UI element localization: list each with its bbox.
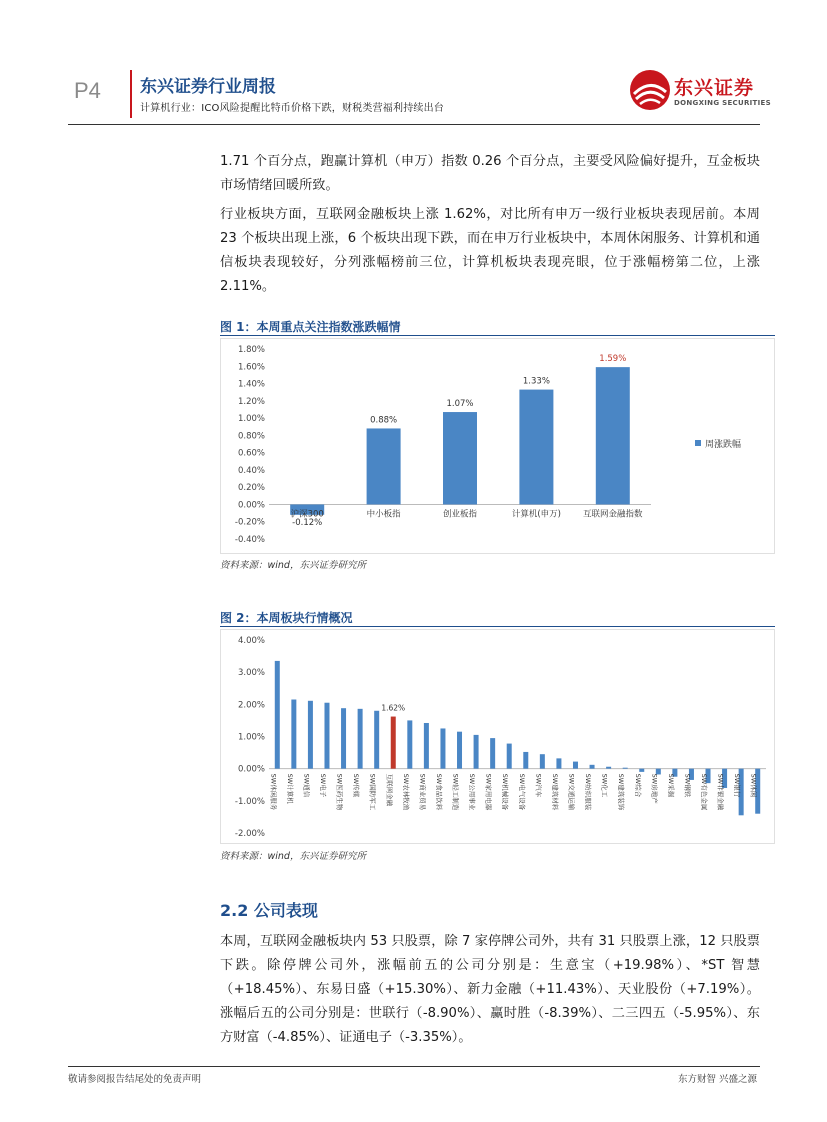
category-label-19: SW纺织服装 [584,773,593,811]
bar-7 [391,717,396,769]
bar-9 [424,723,429,769]
bar-5 [358,709,363,769]
footer-rule [68,1066,760,1067]
y-tick-label: -1.00% [234,796,265,807]
figure-1-rule [220,335,775,336]
bar-1 [291,700,296,769]
category-label-24: SW采掘 [666,773,675,798]
bar-6 [374,711,379,769]
category-label-10: SW食品饮料 [434,773,443,811]
category-label-6: SW国防军工 [368,773,377,811]
bar-17 [556,758,561,768]
y-tick-label: 1.00% [237,732,265,743]
bar-14 [507,744,512,769]
category-label-29: SW休闲 [749,773,758,798]
category-label-17: SW建筑材料 [550,773,559,811]
category-label-7: 互联网金融 [385,773,394,807]
category-label-4: SW医药生物 [335,773,344,811]
category-label-20: SW化工 [600,773,609,798]
category-label-26: SW有色金属 [700,773,709,811]
data-label-2: 1.07% [446,399,474,410]
category-label-15: SW电气设备 [517,773,526,811]
y-tick-label: -0.40% [234,535,265,545]
data-label-0: -0.12% [292,517,323,528]
legend-swatch [695,440,701,446]
category-label-1: SW计算机 [285,773,294,804]
category-label-28: SW银行 [733,773,742,798]
data-label-7: 1.62% [381,703,406,713]
category-label-14: SW机械设备 [501,773,510,811]
category-label-11: SW轻工制造 [451,773,460,811]
figure-2-source: 资料来源：wind，东兴证券研究所 [220,851,366,862]
y-tick-label: 3.00% [237,668,265,679]
data-label-1: 0.88% [370,415,398,426]
logo-text-en: DONGXING SECURITIES [674,99,771,107]
bar-16 [540,754,545,768]
bar-4 [596,367,630,504]
bar-10 [440,728,445,768]
header-rule [68,124,760,125]
y-tick-label: 0.00% [237,764,265,775]
legend-label: 周涨跌幅 [705,440,742,450]
y-tick-label: 1.60% [237,362,265,373]
figure-2-rule [220,626,775,627]
data-label-4: 1.59% [599,354,627,365]
bar-0 [275,661,280,769]
category-label-18: SW交通运输 [567,773,576,811]
category-label-12: SW公用事业 [468,773,477,811]
y-tick-label: 4.00% [237,636,265,646]
y-tick-label: -0.20% [234,517,265,528]
category-label-3: 计算机(申万) [511,509,561,520]
bar-15 [523,752,528,769]
bar-1 [367,428,401,504]
bar-2 [443,412,477,504]
page-number: P4 [74,78,101,103]
footer-disclaimer: 敬请参阅报告结尾处的免责声明 [68,1074,202,1085]
bar-8 [407,720,412,768]
y-tick-label: -2.00% [234,829,265,839]
figure-1-title: 图 1：本周重点关注指数涨跌幅情 [220,320,401,334]
category-label-9: SW商业贸易 [418,773,427,811]
logo-text-cn: 东兴证券 [674,77,755,99]
bar-18 [573,762,578,769]
y-tick-label: 2.00% [237,700,265,711]
paragraph-1: 1.71 个百分点，跑赢计算机（申万）指数 0.26 个百分点，主要受风险偏好提升，互金板块市场情绪回暖所致。 [220,154,760,193]
bar-21 [623,768,628,769]
y-tick-label: 0.60% [237,448,265,459]
bar-4 [341,708,346,768]
footer-slogan: 东方财智 兴盛之源 [678,1074,758,1085]
report-subtitle: 计算机行业：ICO风险提醒比特币价格下跌，财税类营福利持续出台 [140,103,445,114]
bar-3 [519,390,553,505]
category-label-1: 中小板指 [366,509,401,520]
category-label-0: SW休闲服务 [269,773,278,811]
category-label-2: SW通信 [302,773,311,798]
category-label-13: SW家用电器 [484,773,493,811]
chart-1-svg [221,339,774,553]
category-label-27: SW非银金融 [716,773,725,811]
y-tick-label: 0.40% [237,465,265,476]
bar-2 [308,701,313,769]
paragraph-2: 行业板块方面，互联网金融板块上涨 1.62%，对比所有申万一级行业板块表现居前。本周 23 个板块出现上涨，6 个板块出现下跌，而在申万行业板块中，本周休闲服务、计算机和通信板块表现较好，分列涨幅榜前三位，计算机板块表现亮眼，位于涨幅榜第二位，上涨 2.11%。 [220,207,760,294]
y-tick-label: 0.80% [237,431,265,442]
figure-1-chart [220,338,775,554]
y-tick-label: 1.80% [237,345,265,355]
section-title: 2.2 公司表现 [220,901,318,920]
category-label-2: 创业板指 [442,509,478,520]
chart-2-svg [221,630,774,843]
bar-20 [606,767,611,769]
figure-1-source: 资料来源：wind，东兴证券研究所 [220,560,366,571]
category-label-0: 沪深300 [290,509,324,520]
data-label-3: 1.33% [522,376,550,387]
bar-22 [639,769,644,772]
category-label-22: SW综合 [633,773,642,798]
figure-2-chart [220,629,775,844]
category-label-16: SW汽车 [534,773,543,798]
y-tick-label: 1.00% [237,414,265,425]
header-divider [130,70,132,118]
category-label-25: SW钢铁 [683,773,692,798]
report-title: 东兴证券行业周报 [140,77,276,97]
bar-19 [590,765,595,769]
y-tick-label: 1.20% [237,396,265,407]
category-label-3: SW电子 [318,773,327,798]
category-label-4: 互联网金融指数 [583,509,643,520]
category-label-8: SW农林牧渔 [401,773,410,811]
bar-11 [457,732,462,769]
category-label-21: SW建筑装饰 [617,773,626,811]
y-tick-label: 1.40% [237,379,265,390]
bar-13 [490,738,495,769]
company-logo-icon [628,68,672,112]
bar-3 [324,703,329,769]
y-tick-label: 0.00% [237,500,265,511]
category-label-23: SW房地产 [650,773,659,804]
bar-12 [474,735,479,769]
y-tick-label: 0.20% [237,483,265,494]
category-label-5: SW传媒 [352,773,361,798]
paragraph-3: 本周，互联网金融板块内 53 只股票，除 7 家停牌公司外，共有 31 只股票上涨，12 只股票下跌。除停牌公司外，涨幅前五的公司分别是：生意宝（+19.98%）、*ST 智慧（+18.45%）、东易日盛（+15.30%）、新力金融（+11.43%）、天业股份（+7.19%）。涨幅后五的公司分别是：世联行（-8.90%）、赢时胜（-8.39%）、二三四五（-5.95%）、东方财富（-4.85%）、证通电子（-3.35%）。 [220,934,760,1045]
figure-2-title: 图 2：本周板块行情概况 [220,611,353,625]
